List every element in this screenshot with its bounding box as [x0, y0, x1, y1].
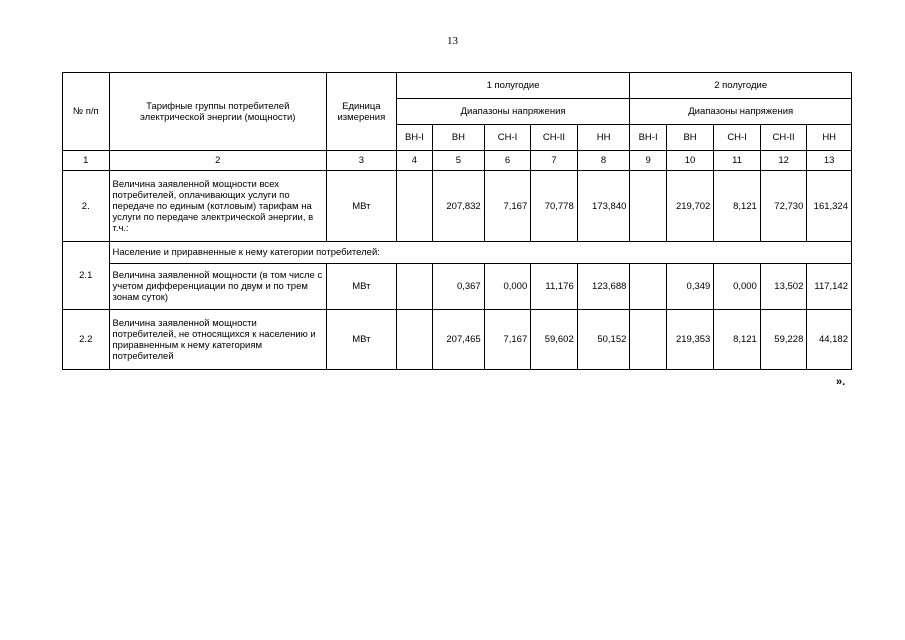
- page-number: 13: [447, 35, 458, 47]
- header-half-2: 2 полугодие: [630, 73, 852, 99]
- value-cell: 72,730: [760, 171, 807, 242]
- column-number: 9: [630, 151, 666, 171]
- closing-quote-mark: ».: [836, 376, 846, 388]
- value-cell: [630, 310, 666, 370]
- value-cell: [396, 310, 432, 370]
- row-number: 2.: [63, 171, 110, 242]
- value-cell: [396, 264, 432, 310]
- row-number: 2.1: [63, 242, 110, 310]
- value-cell: 7,167: [484, 310, 531, 370]
- column-number: 13: [807, 151, 852, 171]
- value-cell: 123,688: [577, 264, 630, 310]
- value-cell: 70,778: [531, 171, 578, 242]
- header-ranges-1: Диапазоны напряжения: [396, 99, 630, 125]
- level-header: НН: [577, 125, 630, 151]
- value-cell: 207,832: [433, 171, 485, 242]
- row-description: Величина заявленной мощности потребителей, не относящихся к населению и приравненным к нему категориям потребителей: [109, 310, 326, 370]
- value-cell: [630, 264, 666, 310]
- level-header: СН-I: [484, 125, 531, 151]
- value-cell: 11,176: [531, 264, 578, 310]
- value-cell: [630, 171, 666, 242]
- level-header: СН-II: [531, 125, 578, 151]
- level-header: ВН-I: [396, 125, 432, 151]
- column-number: 7: [531, 151, 578, 171]
- table-row: [63, 310, 852, 370]
- value-cell: 219,702: [666, 171, 714, 242]
- column-number: 8: [577, 151, 630, 171]
- level-header: ВН: [666, 125, 714, 151]
- value-cell: 8,121: [714, 310, 761, 370]
- value-cell: 161,324: [807, 171, 852, 242]
- row-unit: МВт: [326, 171, 396, 242]
- level-header: СН-I: [714, 125, 761, 151]
- value-cell: 0,000: [714, 264, 761, 310]
- column-number: 3: [326, 151, 396, 171]
- column-number: 12: [760, 151, 807, 171]
- column-number: 2: [109, 151, 326, 171]
- value-cell: 0,000: [484, 264, 531, 310]
- value-cell: 13,502: [760, 264, 807, 310]
- section-title: Население и приравненные к нему категории потребителей:: [109, 242, 851, 264]
- value-cell: 59,602: [531, 310, 578, 370]
- header-half-1: 1 полугодие: [396, 73, 630, 99]
- header-group: Тарифные группы потребителей электрической энергии (мощности): [109, 73, 326, 151]
- value-cell: 7,167: [484, 171, 531, 242]
- column-number: 4: [396, 151, 432, 171]
- column-number: 5: [433, 151, 485, 171]
- row-number: 2.2: [63, 310, 110, 370]
- value-cell: 50,152: [577, 310, 630, 370]
- row-unit: МВт: [326, 310, 396, 370]
- value-cell: 219,353: [666, 310, 714, 370]
- tariff-table: [62, 72, 852, 370]
- value-cell: 8,121: [714, 171, 761, 242]
- value-cell: 117,142: [807, 264, 852, 310]
- value-cell: 0,349: [666, 264, 714, 310]
- column-number: 6: [484, 151, 531, 171]
- row-description: Величина заявленной мощности всех потребителей, оплачивающих услуги по передаче по единым (котловым) тарифам на услуги по передаче электрической энергии, в т.ч.:: [109, 171, 326, 242]
- column-number: 11: [714, 151, 761, 171]
- table-row: [63, 264, 852, 310]
- header-unit: Единица измерения: [326, 73, 396, 151]
- level-header: СН-II: [760, 125, 807, 151]
- level-header: НН: [807, 125, 852, 151]
- header-ranges-2: Диапазоны напряжения: [630, 99, 852, 125]
- table-row: [63, 171, 852, 242]
- column-number-row: [63, 151, 852, 171]
- value-cell: 207,465: [433, 310, 485, 370]
- row-unit: МВт: [326, 264, 396, 310]
- value-cell: [396, 171, 432, 242]
- row-description: Величина заявленной мощности (в том числе с учетом дифференциации по двум и по трем зонам суток): [109, 264, 326, 310]
- column-number: 1: [63, 151, 110, 171]
- header-num: № п/п: [63, 73, 110, 151]
- table-row: [63, 242, 852, 264]
- level-header: ВН: [433, 125, 485, 151]
- value-cell: 44,182: [807, 310, 852, 370]
- value-cell: 173,840: [577, 171, 630, 242]
- level-header: ВН-I: [630, 125, 666, 151]
- value-cell: 0,367: [433, 264, 485, 310]
- header-row-1: [63, 73, 852, 99]
- value-cell: 59,228: [760, 310, 807, 370]
- column-number: 10: [666, 151, 714, 171]
